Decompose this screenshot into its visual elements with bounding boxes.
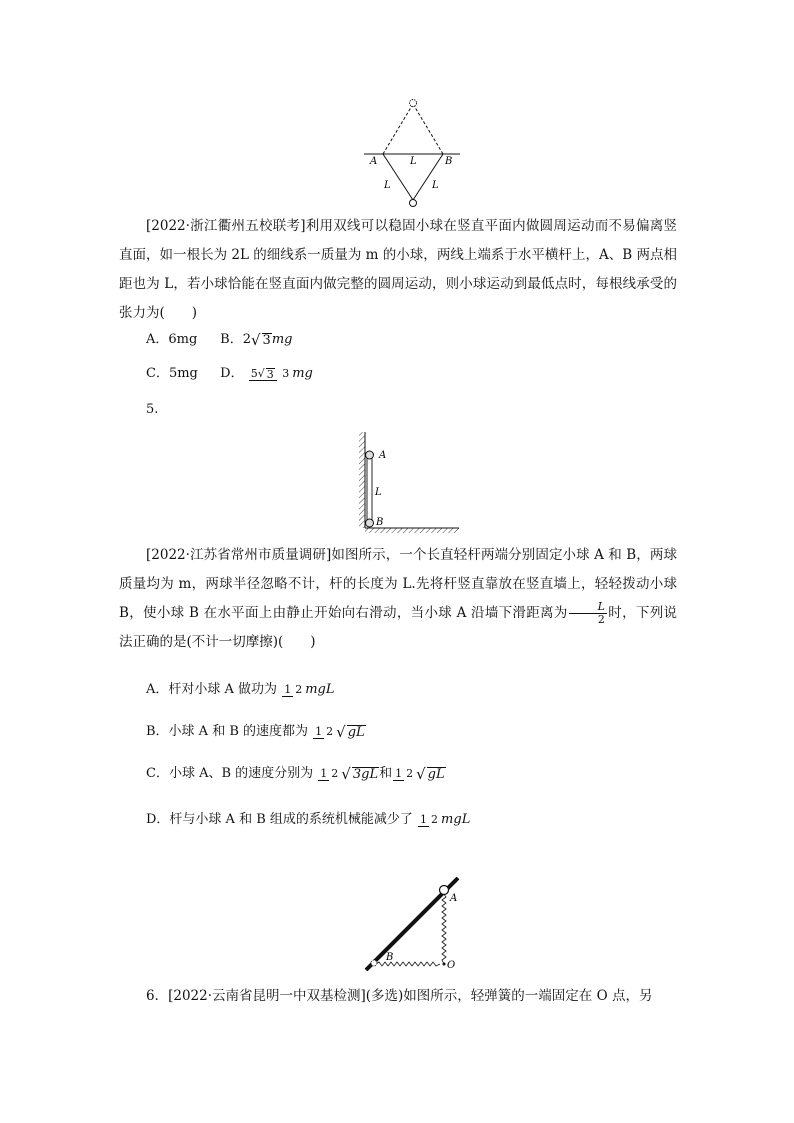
- q4-option-d-prefix: D．: [220, 366, 244, 381]
- q4-option-d-fraction: 5√ 3 3: [250, 366, 290, 381]
- double-string-pendulum-figure: [360, 96, 470, 212]
- fig3-label-b: B: [386, 952, 394, 963]
- q6-stem: [146, 982, 686, 1011]
- q5-option-b-num: 1: [315, 724, 323, 738]
- q4-option-d-suffix: mg: [292, 366, 313, 381]
- q5-option-a: [146, 680, 334, 701]
- q5-option-c: C．小球 A、B 的速度分别为 1 2 √ 3gL和 1 2 √ gL: [146, 765, 445, 783]
- q5-stem-after: 时，下列说法正确的是(不计一切摩擦)( ): [119, 605, 677, 650]
- q5-stem-text: [119, 541, 677, 657]
- q5-option-c-den1: 2: [331, 767, 339, 780]
- q5-option-c-num1: 1: [320, 766, 328, 780]
- q4-option-b: B．2√ 3mg: [220, 331, 293, 349]
- q4-option-d-den: 3: [282, 367, 290, 380]
- q4-option-d-num-coef: 5: [250, 366, 258, 380]
- q5-option-d-prefix: D．杆与小球 A 和 B 组成的系统机械能减少了: [146, 812, 413, 827]
- q5-option-d-fraction: [418, 814, 440, 827]
- q5-stem-before: [2022·江苏省常州市质量调研]如图所示，一个长直轻杆两端分别固定小球 A 和 B，两球质量均为 m，两球半径忽略不计，杆的长度为 L.先将杆竖直靠放在竖直墙上，轻轻拨动小球 B，使小球 B 在水平面上由静止开始向右滑动，当小球 A 沿墙下滑距离为: [119, 547, 677, 621]
- q4-options-row2: [146, 364, 313, 385]
- q5-option-a-den: 2: [295, 683, 303, 696]
- q5-option-c-num2: 1: [395, 766, 403, 780]
- fig1-label-l-right: L: [432, 180, 439, 191]
- q4-stem: [119, 212, 677, 328]
- rod-wall-figure: [355, 428, 465, 534]
- fig1-label-a: A: [370, 156, 378, 167]
- fig1-label-b: B: [445, 156, 453, 167]
- fig1-label-l-top: L: [410, 156, 417, 167]
- q4-option-b-prefix: B．2: [220, 332, 251, 347]
- q4-option-c: C．5mg: [146, 366, 198, 382]
- q5-option-d: [146, 810, 470, 831]
- q5-option-c-fraction2: [393, 768, 415, 781]
- q5-stem-fraction: [569, 601, 607, 626]
- q4-option-b-radicand: 3: [262, 332, 271, 348]
- q5-option-d-den: 2: [431, 813, 439, 826]
- rod-spring-figure: [358, 870, 468, 976]
- q5-stem: [119, 541, 677, 657]
- q5-option-b-fraction: [313, 726, 335, 739]
- q4-option-b-suffix: mg: [271, 332, 293, 347]
- q5-option-b: B．小球 A 和 B 的速度都为 1 2 √ gL: [146, 723, 365, 741]
- q6-stem-text: 6．[2022·云南省昆明一中双基检测](多选)如图所示，轻弹簧的一端固定在 O 点，另: [146, 988, 653, 1004]
- q5-option-d-suffix: mgL: [441, 812, 471, 827]
- fig2-label-a: A: [379, 450, 387, 461]
- fig1-label-l-left: L: [384, 180, 391, 191]
- q5-stem-frac-num: L: [569, 601, 607, 614]
- fig2-label-b: B: [376, 517, 384, 528]
- q5-option-b-prefix: B．小球 A 和 B 的速度都为: [146, 724, 309, 739]
- q5-number: 5.: [146, 402, 159, 417]
- fig2-label-l: L: [375, 487, 382, 498]
- q5-option-a-num: 1: [284, 682, 292, 696]
- q5-option-b-den: 2: [326, 725, 334, 738]
- q5-option-c-mid: 和: [379, 766, 393, 781]
- fig3-label-o: O: [447, 960, 456, 971]
- q4-option-a: A．6mg: [146, 332, 198, 348]
- q5-option-c-radicand1: 3gL: [352, 766, 379, 782]
- q5-option-d-num: 1: [420, 812, 428, 826]
- q5-option-c-den2: 2: [406, 767, 414, 780]
- fig3-label-a: A: [450, 893, 458, 904]
- q5-option-b-radicand: gL: [347, 724, 365, 740]
- q4-option-d: [220, 364, 313, 385]
- q5-option-c-fraction1: [318, 768, 340, 781]
- q5-stem-frac-den: 2: [597, 613, 605, 626]
- q4-options-row1: [146, 330, 292, 351]
- q4-option-d-num-rad: 3: [266, 367, 274, 381]
- q5-option-a-fraction: [282, 684, 304, 697]
- q5-option-c-prefix: C．小球 A、B 的速度分别为: [146, 766, 314, 781]
- q5-option-a-prefix: A．杆对小球 A 做功为: [146, 682, 278, 697]
- q4-stem-text: [2022·浙江衢州五校联考]利用双线可以稳固小球在竖直平面内做圆周运动而不易偏离竖直面，如一根长为 2L 的细线系一质量为 m 的小球，两线上端系于水平横杆上，A、B 两点相距也为 L，若小球恰能在竖直面内做完整的圆周运动，则小球运动到最低点时，每根线承受的张力为( ): [119, 218, 677, 321]
- q5-option-c-radicand2: gL: [427, 766, 445, 782]
- q5-option-a-suffix: mgL: [305, 682, 335, 697]
